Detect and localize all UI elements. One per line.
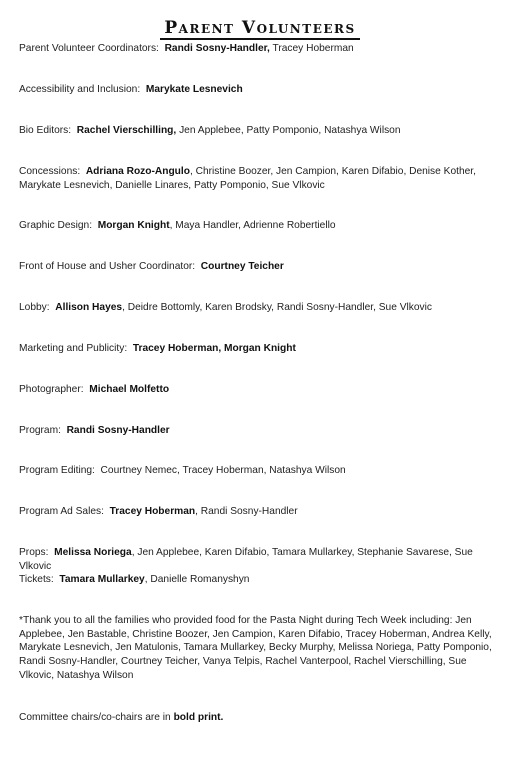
- entry-accessibility-inclusion: [19, 83, 504, 97]
- entry-role: Program Ad Sales:: [19, 506, 104, 517]
- entry-chairs: Allison Hayes: [55, 302, 123, 313]
- thank-you-note: *Thank you to all the families who provided food for the Pasta Night during Tech Week including: Jen Applebee, Jen Bastable, Christine Boozer, Jen Campion, Karen Difabio, Tracey Hoberman, Andrea Kelly, Marykate Lesnevich, Jen Matulonis, Tamara Mullarkey, Becky Murphy, Melissa Noriega, Patty Pomponio, Randi Sosny-Handler, Courtney Teicher, Vanya Telpis, Rachel Vanterpool, Rachel Vierschilling, Sue Vlkovic, Natashya Wilson: [19, 615, 492, 681]
- entry-members: , Randi Sosny-Handler: [195, 506, 298, 517]
- entry-chairs: Randi Sosny-Handler: [66, 425, 170, 436]
- entry-chairs: Melissa Noriega: [54, 547, 132, 558]
- entry-parent-volunteer-coordinators: [19, 42, 504, 56]
- entry-photographer: [19, 383, 504, 397]
- entry-members: Tracey Hoberman: [272, 43, 354, 54]
- entry-role: Program:: [19, 425, 61, 436]
- footer-bold-text: bold print.: [173, 712, 224, 723]
- entry-role: Graphic Design:: [19, 220, 93, 231]
- entry-chairs: Tracey Hoberman: [109, 506, 196, 517]
- entry-graphic-design: [19, 219, 504, 233]
- entry-role: Program Editing:: [19, 465, 95, 476]
- entry-members: , Maya Handler, Adrienne Robertiello: [169, 220, 336, 231]
- entry-chairs: Michael Molfetto: [89, 384, 170, 395]
- entry-role: Concessions:: [19, 166, 81, 177]
- entry-members: , Jen Applebee, Karen Difabio, Tamara Mullarkey, Stephanie Savarese, Sue Vlkovic: [19, 547, 473, 572]
- entry-chairs: Tracey Hoberman, Morgan Knight: [132, 343, 296, 354]
- entry-chairs: Rachel Vierschilling,: [76, 125, 177, 136]
- entry-role: Tickets:: [19, 574, 54, 585]
- footer-note: [19, 711, 504, 725]
- entry-marketing-publicity: [19, 342, 504, 356]
- entry-chairs: Tamara Mullarkey: [59, 574, 145, 585]
- entry-concessions: [19, 165, 504, 192]
- entry-role: Bio Editors:: [19, 125, 72, 136]
- entry-chairs: Adriana Rozo-Angulo: [85, 166, 190, 177]
- footer-text: Committee chairs/co-chairs are in: [19, 712, 174, 723]
- entry-members: Courtney Nemec, Tracey Hoberman, Natashya Wilson: [100, 465, 346, 476]
- entry-members: Jen Applebee, Patty Pomponio, Natashya Wilson: [179, 125, 401, 136]
- entry-chairs: Morgan Knight: [97, 220, 170, 231]
- entry-lobby: [19, 301, 504, 315]
- entry-front-of-house: [19, 260, 504, 274]
- entry-role: Lobby:: [19, 302, 50, 313]
- title-underline: [160, 38, 360, 40]
- page-title: Parent Volunteers: [164, 18, 356, 38]
- entry-program-ad-sales: [19, 505, 504, 519]
- entry-members: , Christine Boozer, Jen Campion, Karen Difabio, Denise Kother, Marykate Lesnevich, Danielle Linares, Patty Pomponio, Sue Vlkovic: [19, 166, 476, 191]
- entry-role: Photographer:: [19, 384, 84, 395]
- entry-role: Front of House and Usher Coordinator:: [19, 261, 196, 272]
- entry-role: Marketing and Publicity:: [19, 343, 128, 354]
- entry-program-editing: [19, 464, 504, 478]
- entry-chairs: Marykate Lesnevich: [145, 84, 243, 95]
- entry-role: Props:: [19, 547, 49, 558]
- entry-chairs: Courtney Teicher: [200, 261, 284, 272]
- entry-bio-editors: [19, 124, 504, 138]
- entry-role: Accessibility and Inclusion:: [19, 84, 141, 95]
- entry-role: Parent Volunteer Coordinators:: [19, 43, 159, 54]
- entry-chairs: Randi Sosny-Handler,: [164, 43, 270, 54]
- entry-members: , Deidre Bottomly, Karen Brodsky, Randi Sosny-Handler, Sue Vlkovic: [122, 302, 432, 313]
- entry-props: [19, 546, 504, 573]
- entry-members: , Danielle Romanyshyn: [144, 574, 250, 585]
- entry-tickets: [19, 573, 504, 587]
- entry-program: [19, 424, 504, 438]
